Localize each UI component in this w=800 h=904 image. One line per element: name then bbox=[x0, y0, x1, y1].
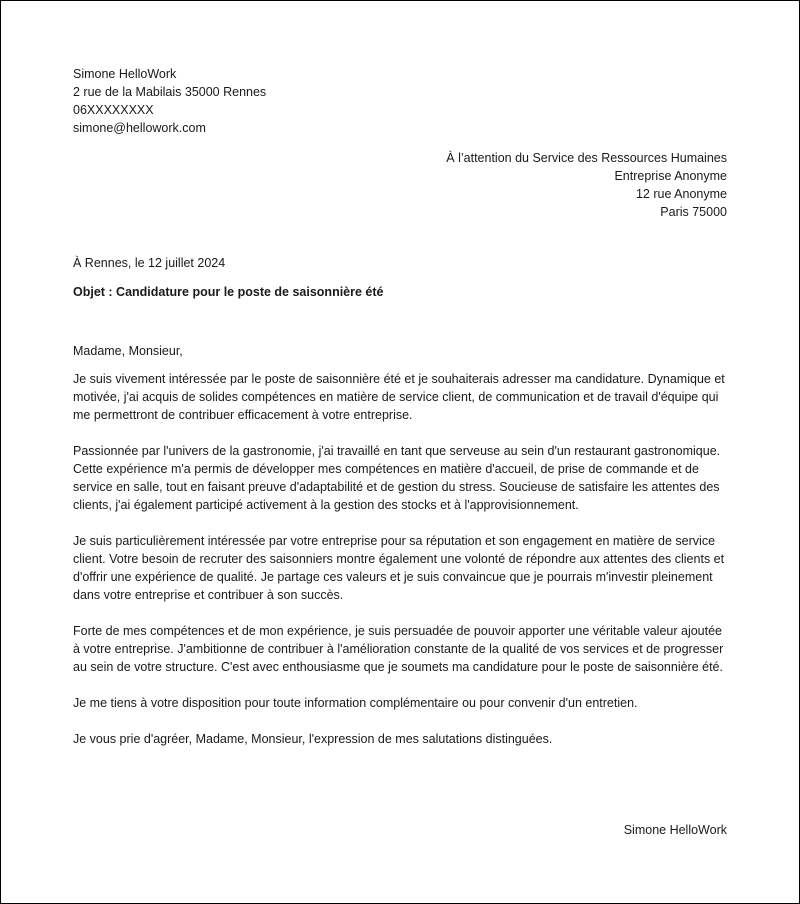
body-paragraph: Je me tiens à votre disposition pour toute information complémentaire ou pour convenir d'un entretien. bbox=[73, 696, 638, 710]
recipient-company: Entreprise Anonyme bbox=[614, 169, 727, 183]
sender-email: simone@hellowork.com bbox=[73, 121, 206, 135]
body-paragraph: Passionnée par l'univers de la gastronomie, j'ai travaillé en tant que serveuse au sein d'un restaurant gastronomique. Cette expérience m'a permis de développer mes compétences en matière d'accueil, de prise de commande et de service en salle, tout en faisant preuve d'adaptabilité et de gestion du stress. Soucieuse de satisfaire les attentes des clients, j'ai également participé activement à la gestion des stocks et à l'approvisionnement. bbox=[73, 444, 721, 512]
body-paragraph: Je suis vivement intéressée par le poste de saisonnière été et je souhaiterais adresser ma candidature. Dynamique et motivée, j'ai acquis de solides compétences en matière de service client, de communication et de travail d'équipe qui me permettront de contribuer efficacement à votre entreprise. bbox=[73, 372, 725, 422]
salutation: Madame, Monsieur, bbox=[73, 344, 183, 358]
sender-address: 2 rue de la Mabilais 35000 Rennes bbox=[73, 85, 267, 99]
recipient-city: Paris 75000 bbox=[660, 205, 727, 219]
sender-phone: 06XXXXXXXX bbox=[73, 103, 154, 117]
letter-subject: Objet : Candidature pour le poste de saisonnière été bbox=[73, 285, 384, 299]
sender-name: Simone HelloWork bbox=[73, 67, 177, 81]
sender-block bbox=[73, 65, 266, 137]
body-paragraph: Forte de mes compétences et de mon expérience, je suis persuadée de pouvoir apporter une véritable valeur ajoutée à votre entreprise. J'ambitionne de contribuer à l'amélioration constante de la qualité de vos services et de progresser au sein de votre structure. C'est avec enthousiasme que je soumets ma candidature pour le poste de saisonnière été. bbox=[73, 624, 724, 674]
letter-date: À Rennes, le 12 juillet 2024 bbox=[73, 256, 226, 270]
letter-body bbox=[73, 342, 729, 766]
body-paragraph: Je suis particulièrement intéressée par votre entreprise pour sa réputation et son engagement en matière de service client. Votre besoin de recruter des saisonniers montre également une volonté de répondre aux attentes des clients et d'offrir une expérience de qualité. Je partage ces valeurs et je suis convaincue que je pourrais m'investir pleinement dans votre entreprise et contribuer à son succès. bbox=[73, 534, 725, 602]
signature: Simone HelloWork bbox=[623, 823, 727, 837]
recipient-attention: À l’attention du Service des Ressources Humaines bbox=[446, 151, 727, 165]
closing-paragraph: Je vous prie d'agréer, Madame, Monsieur, l'expression de mes salutations distinguées. bbox=[73, 732, 553, 746]
recipient-block bbox=[446, 149, 727, 221]
recipient-street: 12 rue Anonyme bbox=[635, 187, 727, 201]
